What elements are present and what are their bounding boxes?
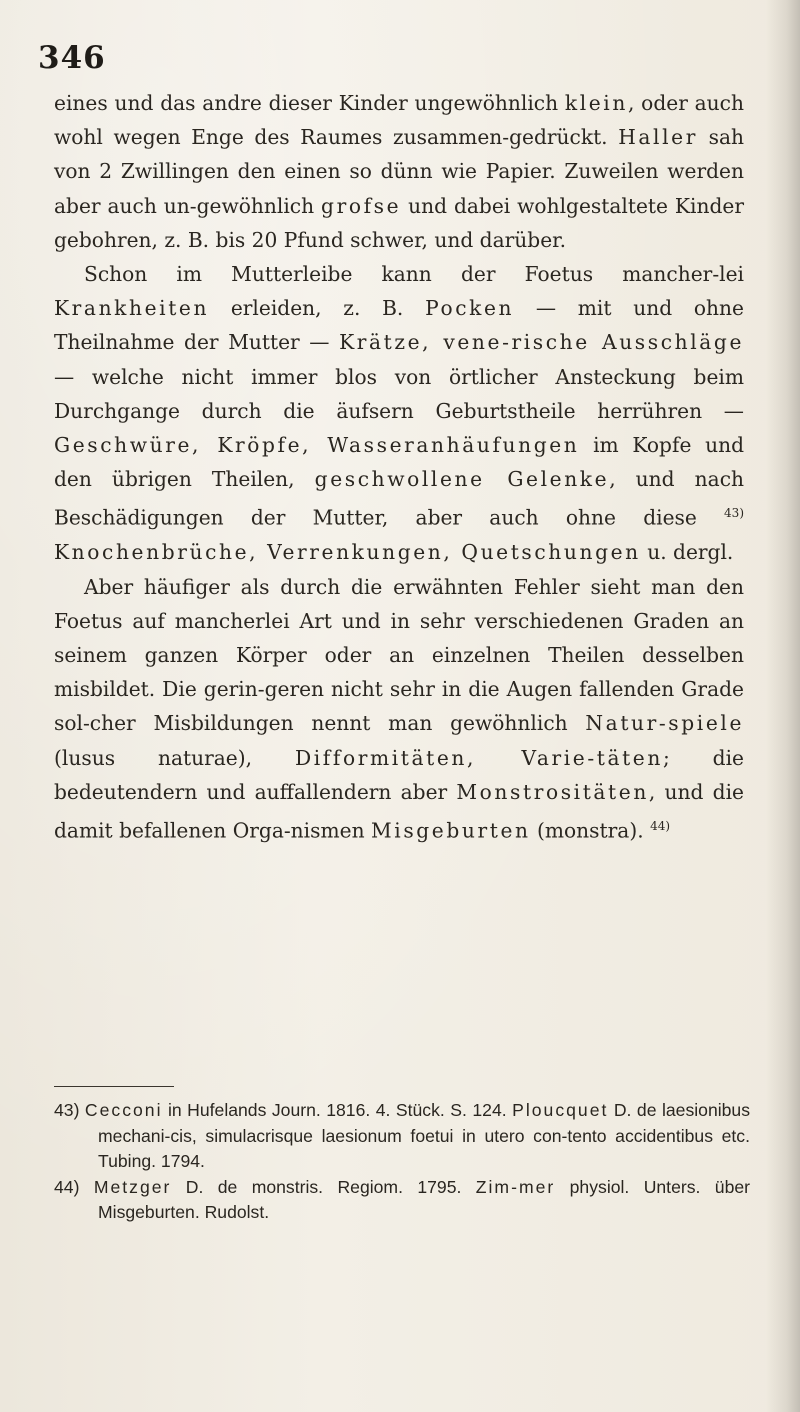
footnote-44: 44) Metzger D. de monstris. Regiom. 1795. Zim-mer physiol. Unters. über Misgeburten. Rudolst.: [54, 1176, 750, 1222]
paragraph-3: Aber häufiger als durch die erwähnten Fehler sieht man den Foetus auf mancherlei Art und in sehr verschiedenen Graden an seinem ganzen Körper oder an einzelnen Theilen desselben misbildet. Die gerin-geren nicht sehr in die Augen fallenden Grade sol-cher Misbildungen nennt man gewöhnlich Natur-spiele (lusus naturae), Difformitäten, Varie-täten; die bedeutendern und auffallendern aber Monstrositäten, und die damit befallenen Orga-nismen Misgeburten (monstra). $^{44)}$: [54, 574, 744, 843]
footnote-rule: [54, 1086, 174, 1087]
spaced-emphasis: Natur-spiele: [585, 711, 744, 736]
spaced-emphasis: Krankheiten: [54, 296, 210, 321]
paragraph-1: eines und das andre dieser Kinder ungewöhnlich klein, oder auch wohl wegen Enge des Raumes zusammen-gedrückt. Haller sah von 2 Zwillingen den einen so dünn wie Papier. Zuweilen werden aber auch un-gewöhnlich grofse und dabei wohlgestaltete Kinder gebohren, z. B. bis 20 Pfund schwer, und darüber.: [54, 91, 744, 252]
author-name: Cecconi: [84, 1100, 163, 1120]
spaced-emphasis: Pocken: [425, 296, 515, 321]
paragraph-2: Schon im Mutterleibe kann der Foetus mancher-lei Krankheiten erleiden, z. B. Pocken — mit und ohne Theilnahme der Mutter — Krätze, vene-rische Ausschläge — welche nicht immer blos von örtlicher Ansteckung beim Durchgange durch die äufsern Geburtstheile herrühren — Geschwüre, Kröpfe, Wasseranhäufungen im Kopfe und den übrigen Theilen, geschwollene Gelenke, und nach Beschädigungen der Mutter, aber auch ohne diese $^{43)}$ Knochenbrüche, Verrenkungen, Quetschungen u. dergl.: [54, 262, 745, 565]
spaced-emphasis: Misgeburten: [371, 818, 531, 843]
spaced-emphasis: Monstrositäten: [456, 779, 649, 804]
spaced-emphasis: Knochenbrüche, Verrenkungen, Quetschungen: [54, 540, 641, 565]
footnotes: [54, 1098, 750, 1226]
page-edge-shadow: [766, 0, 800, 1412]
spaced-emphasis: grofse: [321, 193, 402, 218]
page-number: 346: [38, 40, 106, 76]
spaced-emphasis: geschwollene Gelenke: [314, 467, 610, 492]
spaced-emphasis: Krätze, vene-rische Ausschläge: [339, 330, 744, 355]
author-name: Metzger: [93, 1176, 172, 1197]
author-name: Zim-mer: [475, 1176, 556, 1197]
spaced-emphasis: klein: [564, 91, 628, 115]
spaced-emphasis: Geschwüre, Kröpfe, Wasseranhäufungen: [54, 433, 580, 458]
spaced-emphasis: Difformitäten, Varie-täten: [294, 745, 663, 770]
author-name: Ploucquet: [512, 1100, 609, 1120]
footnote-43: 43) Cecconi in Hufelands Journ. 1816. 4. Stück. S. 124. Ploucquet D. de laesionibus mechani-cis, simulacrisque laesionum foetui in utero con-tento accidentibus etc. Tubing. 1794.: [54, 1100, 751, 1171]
main-text: [54, 86, 744, 848]
footnote-ref: 43): [724, 506, 744, 521]
footnote-ref: 44): [650, 819, 671, 833]
spaced-emphasis: Haller: [618, 125, 698, 150]
